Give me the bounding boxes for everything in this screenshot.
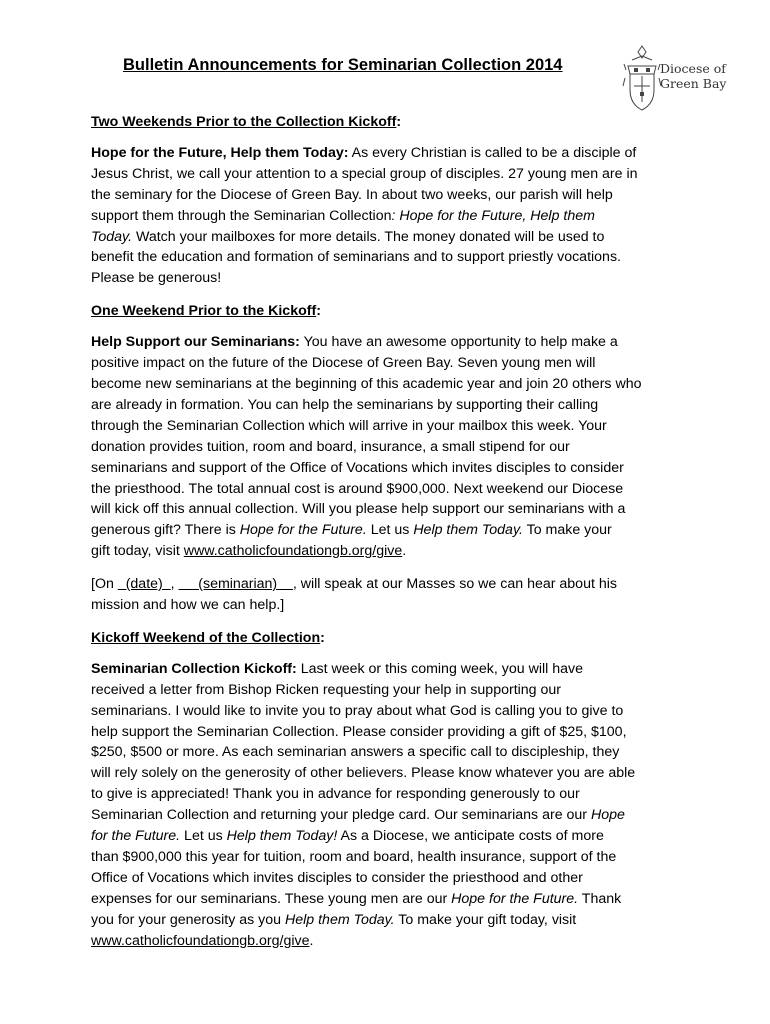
speaker-placeholder-note: [On (date) , (seminarian) , will speak at our Masses so we can hear about his mission and how we can help.] bbox=[91, 576, 617, 614]
diocese-logo bbox=[622, 44, 732, 114]
document-title: Bulletin Announcements for Seminarian Collection 2014 bbox=[123, 56, 563, 74]
seminarian-placeholder: (seminarian) bbox=[178, 576, 293, 593]
section-heading-one-weekend: One Weekend Prior to the Kickoff: bbox=[91, 303, 321, 320]
give-link[interactable]: www.catholicfoundationgb.org/give bbox=[183, 543, 403, 560]
announcement-one-weekend: Help Support our Seminarians: You have an awesome opportunity to help make a positive impact on the future of the Diocese of Green Bay. Seven young men will become new seminarians at the beginning of this academic year and join 20 others who are already in formation. You can help the seminarians by supporting their calling through the Seminarian Collection which will arrive in your mailbox this week. Your donation provides tuition, room and board, insurance, a small stipend for our seminarians and support of the Office of Vocations which invites disciples to consider the priesthood. The total annual cost is around $900,000. Next weekend our Diocese will kick off this annual collection. Will you please help support our seminarians with a generous gift? There is Hope for the Future. Let us Help them Today. To make your gift today, visit www.catholicfoundationgb.org/give. bbox=[91, 334, 642, 560]
diocese-logo-text: Diocese of Green Bay bbox=[660, 61, 727, 91]
give-link-kickoff[interactable]: www.catholicfoundationgb.org/give bbox=[91, 932, 310, 949]
announcement-kickoff: Seminarian Collection Kickoff: Last week or this coming week, you will have received a letter from Bishop Ricken requesting your help in supporting our seminarians. I would like to invite you to pray about what God is calling you to give to help support the Seminarian Collection. Please consider providing a gift of $25, $100, $250, $500 or more. As each seminarian answers a specific call to discipleship, they will rely solely on the generosity of other believers. Please know whatever you are able to give is appreciated! Thank you in advance for responding generously to our Seminarian Collection and returning your pledge card. Our seminarians are our Hope for the Future. Let us Help them Today! As a Diocese, we anticipate costs of more than $900,000 this year for tuition, room and board, health insurance, support of the Office of Vocations which invites disciples to consider the priesthood and other expenses for our seminarians. These young men are our Hope for the Future. Thank you for your generosity as you Help them Today. To make your gift today, visit www.catholicfoundationgb.org/give. bbox=[91, 660, 636, 949]
section-heading-two-weekends: Two Weekends Prior to the Collection Kickoff: bbox=[91, 114, 402, 130]
announcement-two-weekends: Hope for the Future, Help them Today: As every Christian is called to be a disciple of Jesus Christ, we call your attention to a special group of disciples. 27 young men are in the seminary for the Diocese of Green Bay. In about two weeks, our parish will help support them through the Seminarian Collection: Hope for the Future, Help them Today. Watch your mailboxes for more details. The money donated will be used to benefit the education and formation of seminarians and to support priestly vocations. Please be generous! bbox=[91, 144, 638, 287]
diocese-crest-icon bbox=[622, 44, 662, 114]
section-heading-kickoff: Kickoff Weekend of the Collection: bbox=[91, 629, 325, 646]
date-placeholder: (date) bbox=[117, 576, 171, 593]
document-body bbox=[91, 112, 691, 964]
